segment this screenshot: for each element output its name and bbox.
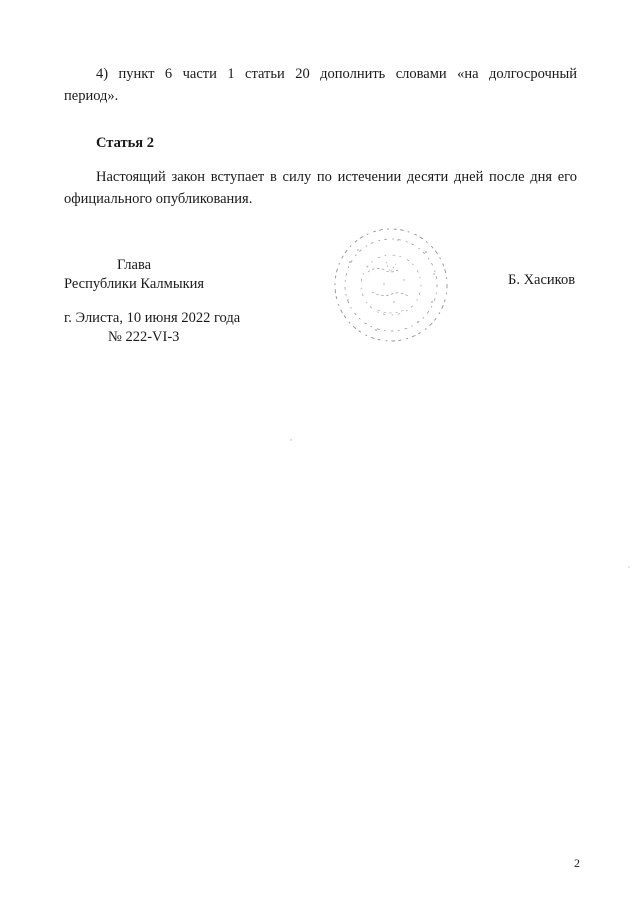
- official-seal-icon: [328, 222, 454, 348]
- place-and-date: г. Элиста, 10 июня 2022 года: [64, 310, 241, 326]
- law-number: № 222-VI-3: [108, 329, 180, 345]
- signatory-title-line1: Глава: [117, 257, 152, 273]
- signatory-title-line2: Республики Калмыкия: [64, 276, 205, 292]
- article-heading: Статья 2: [96, 135, 154, 151]
- amendment-item-4: 4) пункт 6 части 1 статьи 20 дополнить словами «на долгосрочный период».: [64, 66, 577, 104]
- article-text: Настоящий закон вступает в силу по истечении десяти дней после дня его официального опубликования.: [64, 169, 577, 207]
- signatory-name: Б. Хасиков: [508, 272, 576, 288]
- page-number: 2: [574, 856, 580, 870]
